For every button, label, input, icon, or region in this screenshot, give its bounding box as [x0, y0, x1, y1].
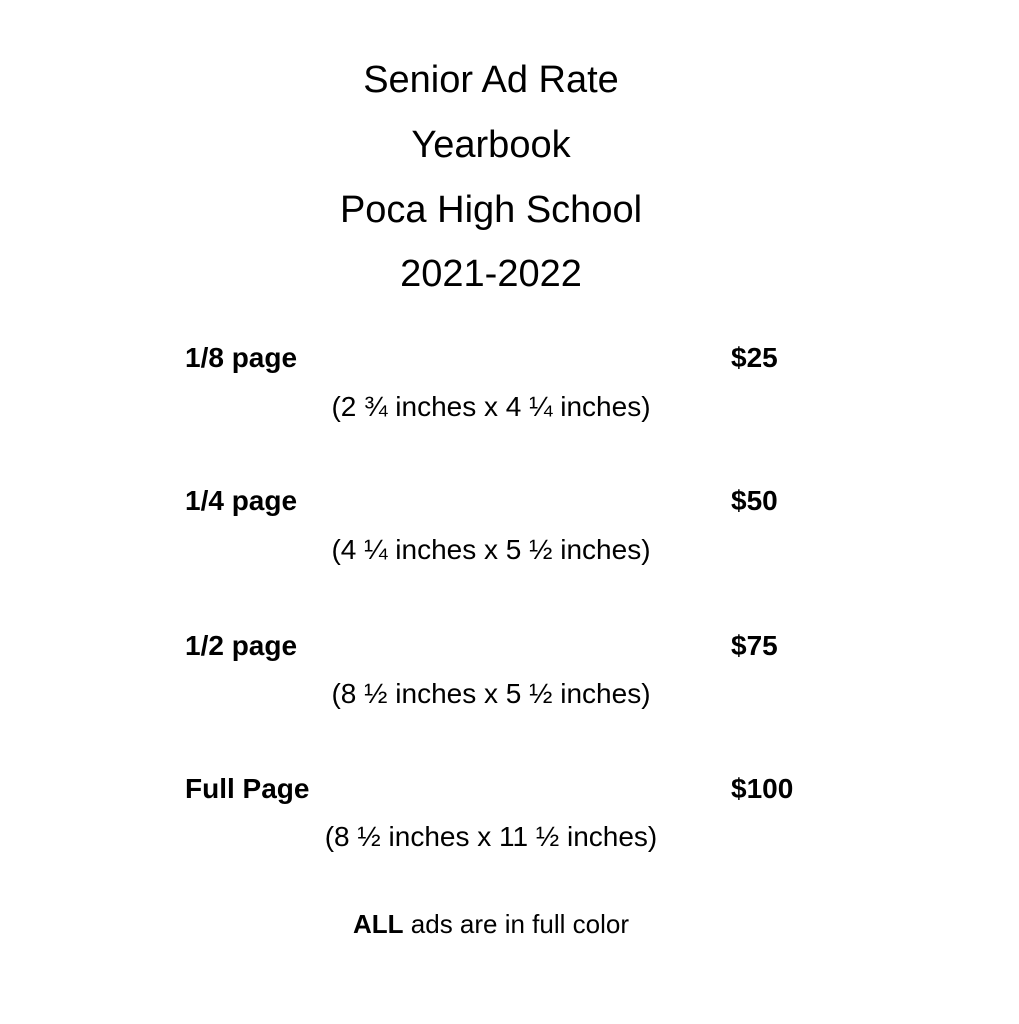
footer-text: ads are in full color: [403, 909, 629, 939]
rate-price: $100: [731, 773, 794, 804]
rate-price: $50: [731, 485, 778, 516]
title-heading: Senior Ad Rate: [363, 59, 619, 101]
footer-emphasis: ALL: [353, 909, 404, 939]
rate-size-label: 1/2 page: [185, 630, 298, 661]
rate-size-label: 1/8 page: [185, 342, 298, 373]
rate-dimensions: (8 ½ inches x 11 ½ inches): [324, 821, 658, 852]
rate-size-label: Full Page: [185, 773, 310, 804]
rate-dimensions: (2 ¾ inches x 4 ¼ inches): [331, 391, 651, 422]
rate-size-label: 1/4 page: [185, 485, 298, 516]
footer-note: [0, 908, 982, 940]
rate-price: $25: [731, 342, 778, 373]
rate-dimensions: (8 ½ inches x 5 ½ inches): [331, 678, 651, 709]
subtitle-yearbook: Yearbook: [411, 124, 571, 166]
school-year: 2021-2022: [400, 253, 582, 295]
school-name: Poca High School: [339, 189, 643, 231]
rate-dimensions: (4 ¼ inches x 5 ½ inches): [331, 534, 651, 565]
rate-price: $75: [731, 630, 778, 661]
